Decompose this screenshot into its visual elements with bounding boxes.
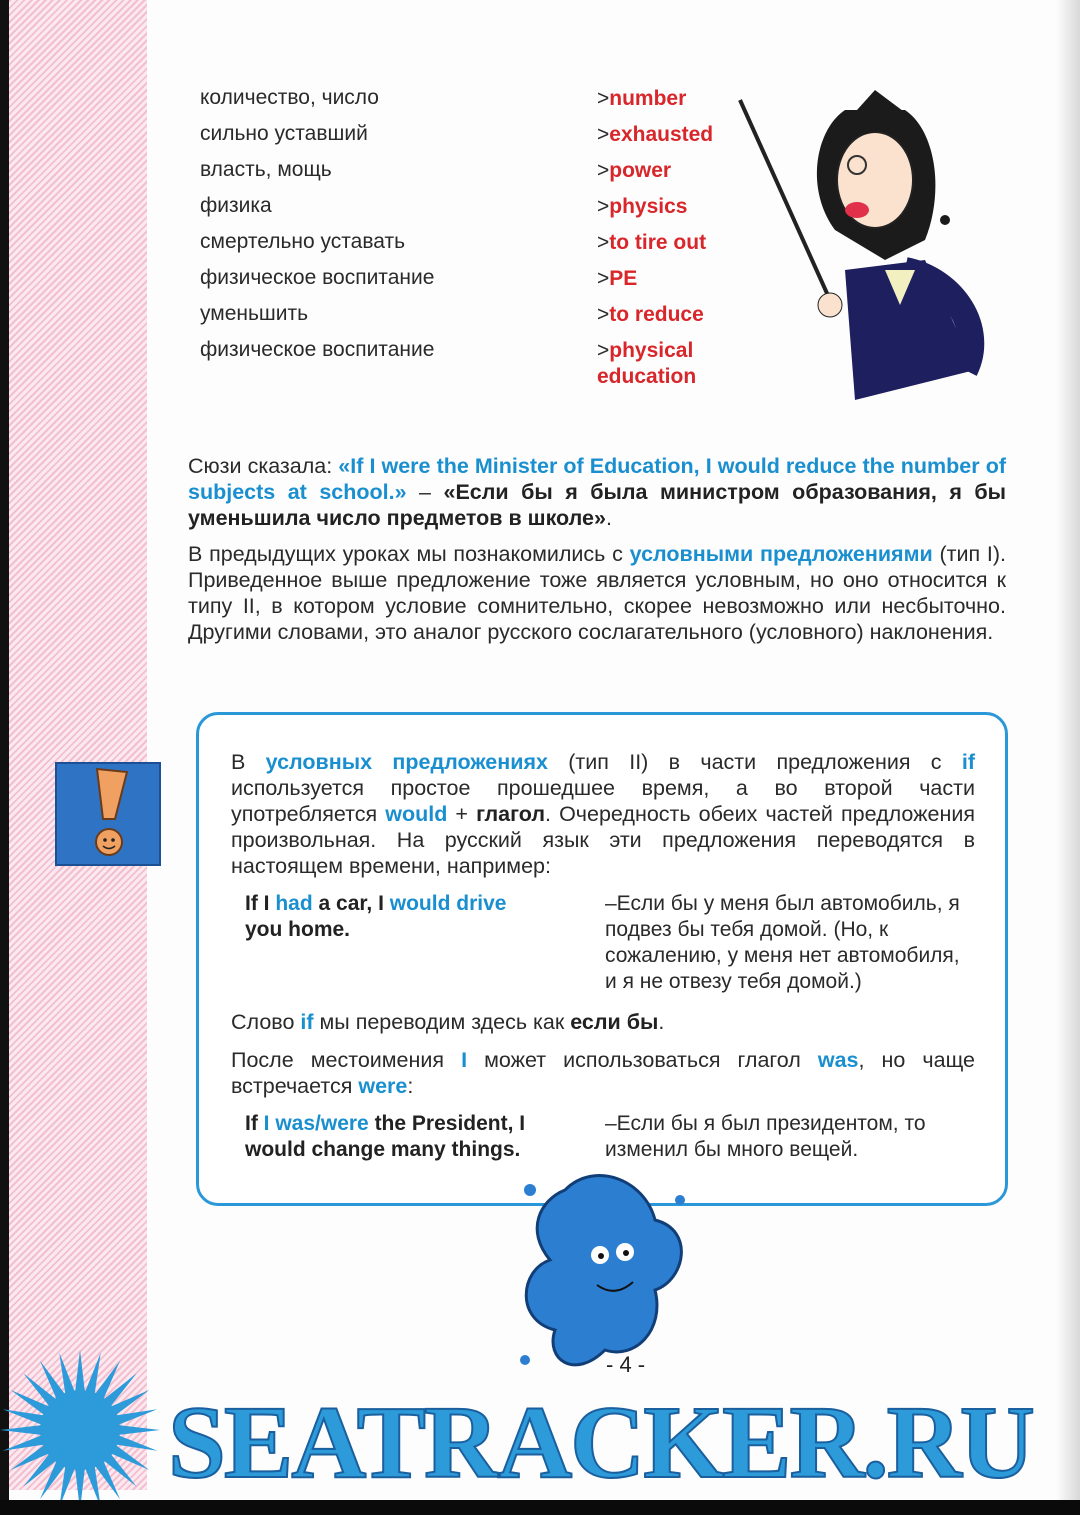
- text-segment: условными предложениями: [629, 542, 933, 566]
- text-segment: Слово: [231, 1010, 301, 1034]
- text-segment: В предыдущих уроках мы познакомились с: [188, 542, 630, 566]
- text-segment: .: [658, 1010, 665, 1034]
- example-2-english: [245, 1111, 545, 1163]
- was-were-note: [231, 1047, 975, 1099]
- watermark: SEATRACKER.RU: [168, 1385, 1033, 1500]
- intro-paragraph: [188, 453, 1006, 531]
- russian-word: власть, мощь: [200, 158, 332, 181]
- english-word: [597, 122, 747, 148]
- rule-paragraph: [231, 749, 975, 879]
- arrow-icon: >: [597, 195, 610, 218]
- text-segment: (тип II) в части предложения с: [547, 750, 962, 774]
- english-word-text: number: [609, 87, 687, 110]
- english-word: [597, 194, 747, 220]
- text-segment: you home.: [245, 918, 351, 941]
- vocabulary-item: [200, 230, 760, 260]
- russian-word: сильно уставший: [200, 122, 368, 145]
- vocabulary-item: [200, 266, 760, 296]
- arrow-icon: >: [597, 267, 610, 290]
- main-text: [188, 453, 1006, 645]
- english-word: [597, 230, 747, 256]
- grammar-rule-box: [196, 712, 1008, 1206]
- russian-word: уменьшить: [200, 302, 309, 325]
- text-segment: +: [447, 802, 477, 826]
- vocabulary-item: [200, 122, 760, 152]
- example-1-russian: –Если бы у меня был автомобиль, я подвез бы тебя домой. (Но, к сожалению, у меня нет автомобиля, и я не отвезу тебя домой.): [605, 892, 960, 993]
- example-1-english: [245, 891, 545, 995]
- example-2: [245, 1111, 975, 1163]
- text-segment: were: [358, 1074, 408, 1098]
- text-segment: the President, I would change many things.: [245, 1112, 526, 1161]
- text-segment: условных предложениях: [265, 750, 548, 774]
- text-segment: –: [406, 480, 444, 504]
- text-segment: .: [605, 506, 612, 530]
- english-word: [597, 302, 747, 328]
- english-word-text: PE: [609, 267, 638, 290]
- english-word-text: physical education: [597, 339, 697, 388]
- page-gutter-shadow: [1056, 0, 1080, 1500]
- text-segment: используется простое прошедшее время, а во второй части употребляется: [231, 776, 975, 826]
- vocabulary-item: [200, 158, 760, 188]
- text-segment: had: [275, 892, 313, 915]
- text-segment: would drive: [389, 892, 507, 915]
- exclamation-icon: [55, 762, 161, 866]
- text-segment: If: [245, 1112, 264, 1135]
- arrow-icon: >: [597, 123, 610, 146]
- text-segment: (тип I). Приведенное выше предложение тоже является условным, но оно относится к типу II, в котором условие сомнительно, скорее невозможно или несбыточно. Другими словами, это аналог русского сослагательного (условного) наклонения.: [188, 542, 1007, 644]
- text-segment: , но чаще встречается: [231, 1048, 975, 1098]
- text-segment: . Очередность обеих частей предложения произвольная. На русский язык эти предложения переводятся в настоящем времени, например:: [231, 802, 975, 878]
- example-1: [245, 891, 975, 995]
- english-word-text: to tire out: [609, 231, 707, 254]
- vocabulary-item: [200, 194, 760, 224]
- sunburst-logo: [0, 1345, 170, 1505]
- text-segment: If I: [245, 892, 276, 915]
- text-segment: «Если бы я была министром образования, я бы уменьшила число предметов в школе»: [188, 480, 1007, 530]
- text-segment: if: [961, 750, 975, 774]
- vocabulary-item: [200, 86, 760, 116]
- text-segment: I was/were: [263, 1112, 369, 1135]
- arrow-icon: >: [597, 87, 610, 110]
- text-segment: a car, I: [312, 892, 390, 915]
- english-word: [597, 338, 747, 390]
- example-2-russian: –Если бы я был президентом, то изменил бы много вещей.: [605, 1112, 926, 1161]
- text-segment: «If I were the Minister of Education, I would reduce the number of subjects at school.»: [188, 454, 1006, 504]
- text-segment: может использоваться глагол: [467, 1048, 818, 1072]
- vocabulary-item: [200, 338, 760, 388]
- text-segment: Сюзи сказала:: [188, 454, 339, 478]
- if-translation-note: [231, 1009, 975, 1035]
- text-segment: was: [817, 1048, 859, 1072]
- english-word: [597, 266, 747, 292]
- english-word-text: physics: [609, 195, 688, 218]
- text-segment: :: [407, 1074, 414, 1098]
- arrow-icon: >: [597, 159, 610, 182]
- scan-edge: [0, 0, 9, 1515]
- decorative-side-stripe: [9, 0, 147, 1490]
- english-word-text: exhausted: [609, 123, 714, 146]
- text-segment: мы переводим здесь как: [313, 1010, 571, 1034]
- english-word: [597, 158, 747, 184]
- text-segment: После местоимения: [231, 1048, 462, 1072]
- text-segment: would: [385, 802, 448, 826]
- russian-word: количество, число: [200, 86, 379, 109]
- conditional-explanation: [188, 541, 1006, 645]
- arrow-icon: >: [597, 339, 610, 362]
- water-splash-character: [505, 1160, 705, 1390]
- teacher-illustration: [735, 70, 1005, 410]
- page-number: - 4 -: [606, 1352, 646, 1377]
- arrow-icon: >: [597, 303, 610, 326]
- text-segment: I: [461, 1048, 468, 1072]
- russian-word: физика: [200, 194, 272, 217]
- english-word: [597, 86, 747, 112]
- vocabulary-item: [200, 302, 760, 332]
- russian-word: физическое воспитание: [200, 266, 435, 289]
- text-segment: глагол: [476, 802, 546, 826]
- russian-word: смертельно уставать: [200, 230, 406, 253]
- scan-bottom-edge: [0, 1500, 1080, 1515]
- russian-word: физическое воспитание: [200, 338, 435, 361]
- english-word-text: to reduce: [609, 303, 704, 326]
- english-word-text: power: [609, 159, 672, 182]
- text-segment: if: [300, 1010, 314, 1034]
- text-segment: В: [231, 750, 266, 774]
- arrow-icon: >: [597, 231, 610, 254]
- text-segment: если бы: [570, 1010, 659, 1034]
